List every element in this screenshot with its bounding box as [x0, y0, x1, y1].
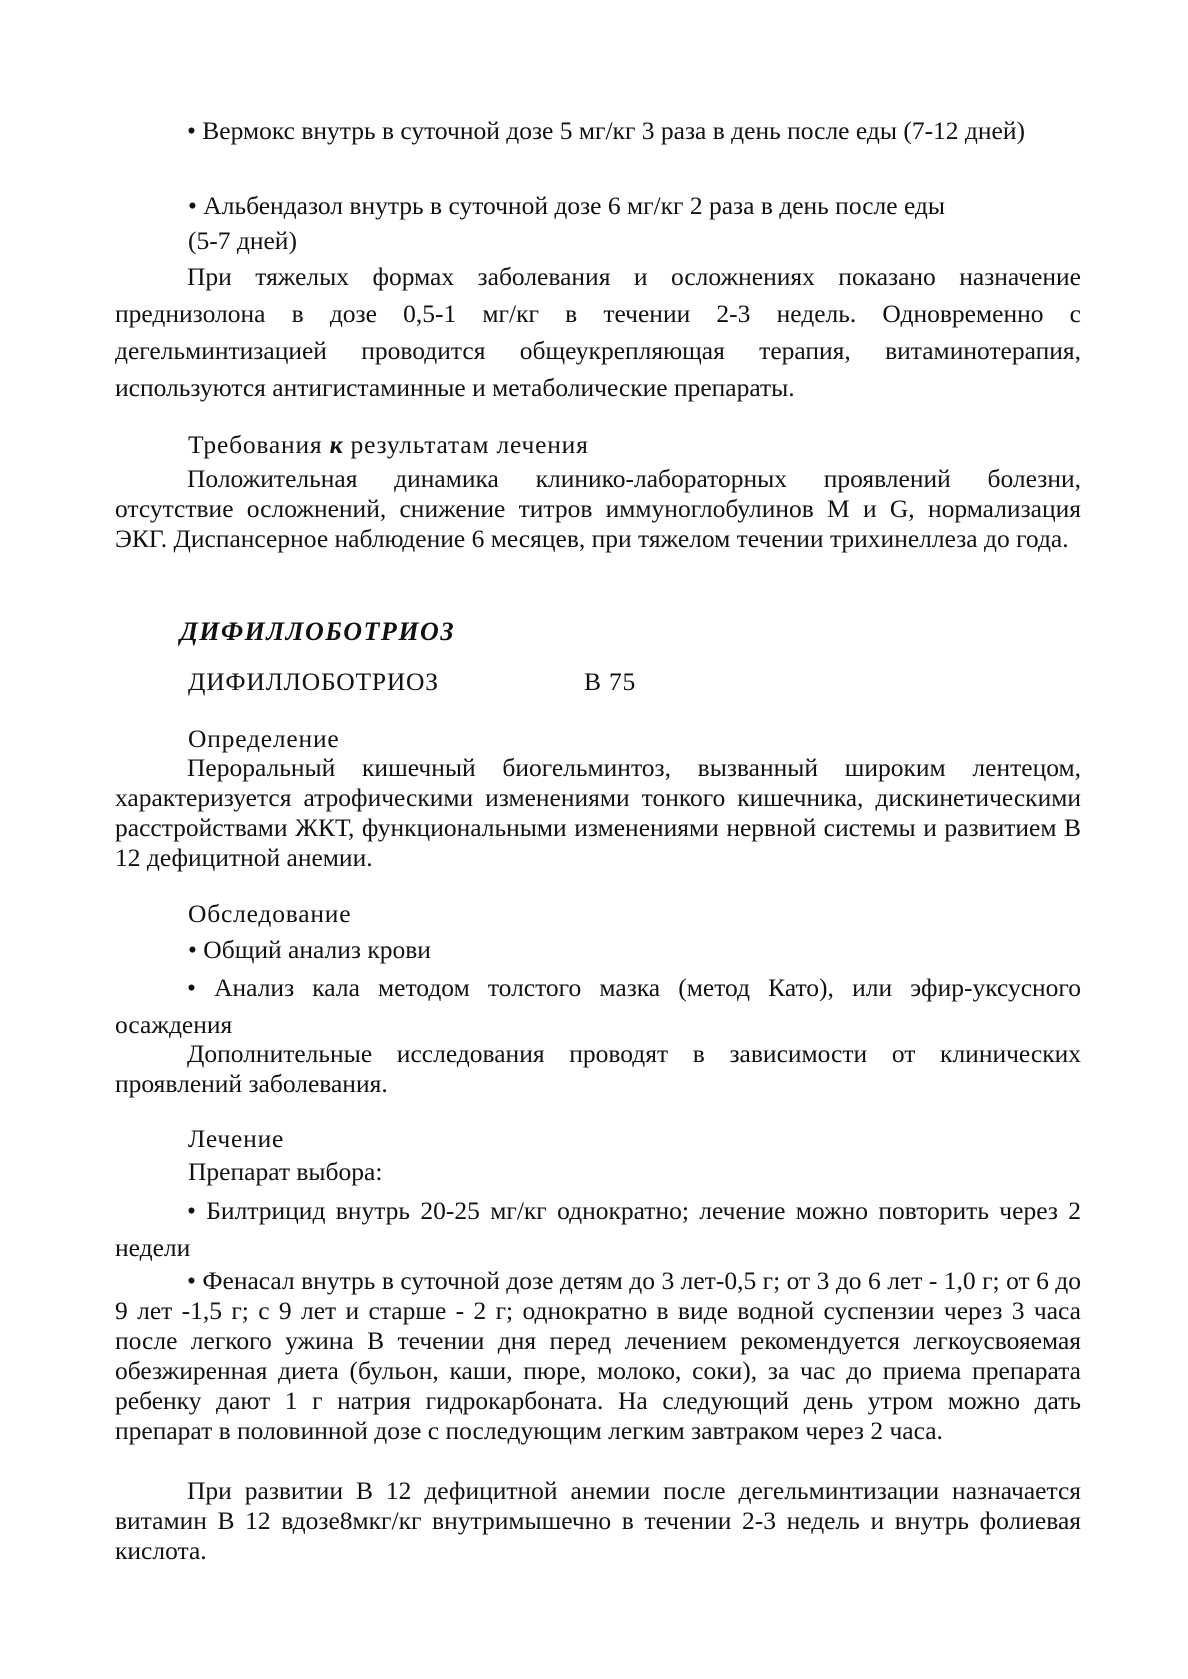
exam-item-stool: • Анализ кала методом толстого мазка (метод Като), или эфир-уксусного осаждения [115, 973, 1081, 1039]
definition-paragraph: Пероральный кишечный биогельминтоз, вызванный широким лентецом, характеризуется атрофическими изменениями тонкого кишечника, дискинетическими расстройствами ЖКТ, функциональными изменениями нервной системы и развитием В 12 дефицитной анемии. [115, 753, 1081, 873]
severe-forms-paragraph: При тяжелых формах заболевания и осложнениях показано назначение преднизолона в дозе 0,5-1 мг/кг в течении 2-3 недель. Одновременно с дегельминтизацией проводится общеукрепляющая терапия, витаминотерапия, используются антигистаминные и метаболические препараты. [115, 262, 1081, 402]
fenasal-item: • Фенасал внутрь в суточной дозе детям до 3 лет-0,5 г; от 3 до 6 лет - 1,0 г; от 6 до 9 лет -1,5 г; с 9 лет и старше - 2 г; однократно в виде водной суспензии через 3 часа после легкого ужина В течении дня перед лечением рекомендуется легкоусвояемая обезжиренная диета (бульон, каши, пюре, молоко, соки), за час до приема препарата ребенку дают 1 г натрия гидрокарбоната. На следующий день утром можно дать препарат в половинной дозе с последующим легким завтраком через 2 часа. [115, 1266, 1081, 1446]
section-title: ДИФИЛЛОБОТРИОЗ [180, 617, 456, 646]
albendazole-duration: (5-7 дней) [188, 226, 297, 255]
drug-of-choice-label: Препарат выбора: [188, 1157, 383, 1186]
b12-paragraph: При развитии В 12 дефицитной анемии после дегельминтизации назначается витамин В 12 вдозе8мкг/кг внутримышечно в течении 2-3 недель и внутрь фолиевая кислота. [115, 1476, 1081, 1566]
requirements-heading-pre: Требования [188, 430, 330, 459]
definition-heading: Определение [188, 724, 340, 753]
albendazole-item: • Альбендазол внутрь в суточной дозе 6 мг/кг 2 раза в день после еды [188, 191, 946, 220]
exam-heading: Обследование [188, 899, 352, 928]
disease-code: В 75 [584, 667, 637, 696]
requirements-paragraph: Положительная динамика клинико-лабораторных проявлений болезни, отсутствие осложнений, снижение титров иммуноглобулинов М и G, нормализация ЭКГ. Диспансерное наблюдение 6 месяцев, при тяжелом течении трихинеллеза до года. [115, 464, 1081, 554]
requirements-heading-post: результатам лечения [343, 430, 589, 459]
disease-name: ДИФИЛЛОБОТРИОЗ [188, 667, 439, 696]
requirements-heading-k: к [329, 430, 344, 459]
exam-item-blood: • Общий анализ крови [188, 935, 431, 964]
biltricid-item: • Билтрицид внутрь 20-25 мг/кг однократно; лечение можно повторить через 2 недели [115, 1196, 1081, 1262]
requirements-heading [188, 430, 589, 460]
vermox-item: • Вермокс внутрь в суточной дозе 5 мг/кг 3 раза в день после еды (7-12 дней) [187, 116, 1026, 145]
exam-extra-paragraph: Дополнительные исследования проводят в зависимости от клинических проявлений заболевания. [115, 1039, 1081, 1099]
treatment-heading: Лечение [188, 1124, 285, 1153]
